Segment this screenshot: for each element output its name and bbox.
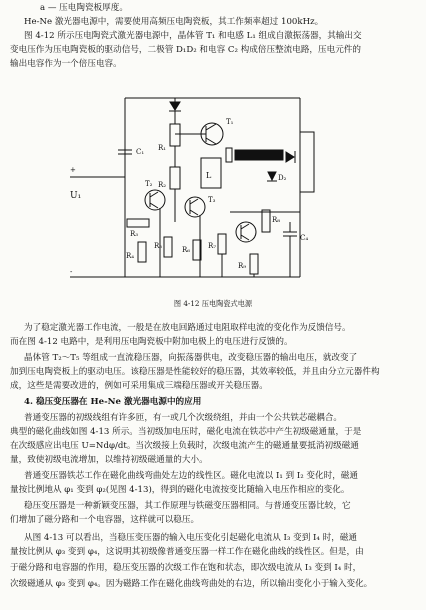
- label-r1: R₁: [158, 144, 167, 152]
- transistor-t2: [145, 190, 165, 210]
- text-line: 图 4-12 所示压电陶瓷式激光器电源中，晶体管 T₁ 和电感 L₁ 组成自激振荡器，其输出交: [24, 31, 362, 41]
- transistor-t3: [185, 197, 205, 217]
- label-r9: R₉: [238, 262, 247, 270]
- label-c1: C₁: [136, 148, 145, 156]
- text-line: 典型的磁化曲线如图 4-13 所示。当初级加电压时，磁化电流在铁芯中产生初级磁通量，于是: [10, 427, 362, 437]
- label-r3: R₃: [130, 230, 139, 238]
- resistor-r3: [127, 219, 149, 227]
- label-t3: T₃: [208, 196, 216, 204]
- text-line: 量，致使初级电流增加，以维持初级磁通量的大小。: [10, 455, 208, 465]
- resistor-r9: [250, 254, 258, 274]
- text-line: 于磁分路和电容器的作用，稳压变压器的次级工作在饱和状态，即次级电流从 I₃ 变到 I₄ 时，: [10, 563, 362, 573]
- label-t1: T₁: [226, 118, 234, 126]
- text-line: 普通变压器铁芯工作在磁化曲线弯曲处左边的线性区。磁化电流以 I₁ 到 I₂ 变化时，磁通: [24, 471, 358, 481]
- text-line: 量按比例从 φ₃ 变到 φ₄，这说明其初级像普通变压器一样工作在磁化曲线的线性区。但是，由: [10, 547, 364, 557]
- label-r2: R₂: [158, 181, 167, 189]
- text-line: 成，这些是需要改进的，例如可采用集成三端稳压器或开关稳压器。: [10, 381, 268, 391]
- resistor-r4: [138, 242, 146, 262]
- text-line: 普通变压器的初级线组有许多匝，有一或几个次级绕组，并由一个公共铁芯磁耦合。: [24, 413, 342, 423]
- label-minus: -: [70, 268, 73, 276]
- resistor-r1: [170, 124, 180, 146]
- piezo-element: [226, 148, 283, 162]
- label-plus: +: [70, 166, 76, 174]
- text-line: 次级磁通从 φ₃ 变到 φ₄。因为磁路工作在磁化曲线弯曲处的右边，所以输出变化小于输入变化。: [10, 579, 373, 589]
- top-line: a — 压电陶瓷板厚度。: [40, 3, 128, 13]
- diode-d2: [267, 172, 277, 181]
- text-line: 输出电容作为一个倍压电容。: [10, 59, 122, 69]
- text-line: 为了稳定激光器工作电流，一般是在放电回路通过电阻取样电流的变化作为反馈信号。: [24, 323, 351, 333]
- label-r7: R₇: [208, 242, 217, 250]
- figure-caption: 图 4-12 压电陶瓷式电源: [173, 299, 253, 308]
- resistor-r8: [262, 210, 270, 232]
- label-d2: D₂: [278, 174, 287, 182]
- resistor-r2: [170, 167, 180, 189]
- text-line: 而在图 4-12 电路中，是利用压电陶瓷板中附加电极上的电压进行反馈的。: [10, 337, 293, 347]
- transistor-t1: [175, 123, 223, 145]
- text-line: 晶体管 T₂～T₅ 等组成一直流稳压器，向振荡器供电，改变稳压器的输出电压，就改变了: [24, 353, 358, 363]
- text-line: 在次级感应出电压 U=Ndφ/dt。当次级接上负载时，次级电流产生的磁通量要抵消初级磁通: [10, 441, 359, 451]
- circuit-diagram: [0, 72, 426, 302]
- text-line: He-Ne 激光器电源中，需要使用高频压电陶瓷板，其工作频率超过 100kHz。: [24, 17, 324, 27]
- resistor-r5: [164, 237, 172, 257]
- label-r6: R₆: [182, 246, 191, 254]
- resistor-r7: [218, 234, 226, 254]
- section-heading: 4. 稳压变压器在 He-Ne 激光器电源中的应用: [24, 397, 202, 407]
- label-c4: C₄: [300, 234, 309, 242]
- capacitor-c4: [283, 222, 297, 277]
- text-line: 们增加了磁分路和一个电容器，这样就可以稳压。: [10, 515, 200, 525]
- label-t2: T₂: [145, 180, 153, 188]
- text-line: 变电压作为压电陶瓷板的驱动信号，二极管 D₁D₂ 和电容 C₂ 构成倍压整流电路，压电元件的: [10, 45, 361, 55]
- label-r4: R₄: [126, 252, 135, 260]
- text-line: 从图 4-13 可以看出，当稳压变压器的输入电压变化引起磁化电流从 I₃ 变到 I₄ 时，磁通: [24, 533, 357, 543]
- diode-top: [169, 98, 181, 124]
- label-r5: R₅: [154, 242, 163, 250]
- output-transformer: [300, 132, 314, 192]
- text-line: 稳压变压器是一种新颖变压器，其工作原理与铁磁变压器相同。与普通变压器比较，它: [24, 501, 351, 511]
- label-l: L: [206, 171, 212, 180]
- transistor-t4: [236, 222, 256, 242]
- diode-d1: [286, 151, 295, 163]
- text-line: 加到压电陶瓷板上的驱动电压。该稳压器是性能较好的稳压器，其效率较低，并且由分立元器件构: [10, 367, 380, 377]
- label-u1: U₁: [70, 191, 82, 201]
- text-line: 量按比例地从 φ₁ 变到 φ₂(见图 4-13)，得到的磁化电流按变比随输入电压作相应的变化。: [10, 485, 350, 495]
- label-r8: R₈: [272, 216, 281, 224]
